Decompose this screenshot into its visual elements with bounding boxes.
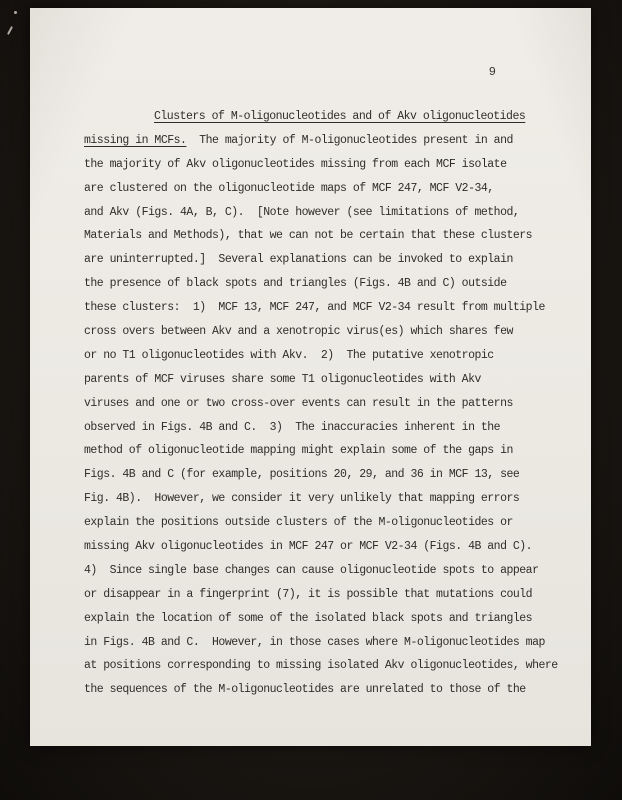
text-line: at positions corresponding to missing isolated Akv oligonucleotides, where: [84, 659, 558, 673]
text-line: viruses and one or two cross-over events can result in the patterns: [84, 396, 513, 410]
text-line: are clustered on the oligonucleotide maps of MCF 247, MCF V2-34,: [84, 181, 494, 195]
text-block: [84, 105, 558, 702]
paragraph-start-text: The majority of M-oligonucleotides present in and: [186, 133, 513, 147]
document-page: [30, 8, 591, 746]
heading-underlined-continuation: missing in MCFs.: [84, 133, 187, 147]
scan-artifact-slash: [7, 26, 13, 35]
text-line: missing Akv oligonucleotides in MCF 247 or MCF V2-34 (Figs. 4B and C).: [84, 540, 533, 554]
text-line: the presence of black spots and triangles (Figs. 4B and C) outside: [84, 277, 507, 291]
text-line: cross overs between Akv and a xenotropic virus(es) which shares few: [84, 325, 513, 339]
text-line: these clusters: 1) MCF 13, MCF 247, and MCF V2-34 result from multiple: [84, 301, 545, 315]
text-line: or no T1 oligonucleotides with Akv. 2) The putative xenotropic: [84, 348, 494, 362]
text-line: observed in Figs. 4B and C. 3) The inaccuracies inherent in the: [84, 420, 501, 434]
text-line: explain the location of some of the isolated black spots and triangles: [84, 611, 533, 625]
heading-underlined-text: Clusters of M-oligonucleotides and of Akv oligonucleotides: [154, 110, 526, 123]
text-line: 4) Since single base changes can cause oligonucleotide spots to appear: [84, 563, 539, 577]
text-line: explain the positions outside clusters of the M-oligonucleotides or: [84, 516, 513, 530]
scan-artifact-dot: [14, 11, 17, 14]
text-line: the majority of Akv oligonucleotides missing from each MCF isolate: [84, 157, 507, 171]
text-line: in Figs. 4B and C. However, in those cases where M-oligonucleotides map: [84, 635, 545, 649]
text-line: method of oligonucleotide mapping might explain some of the gaps in: [84, 444, 513, 458]
text-line: the sequences of the M-oligonucleotides are unrelated to those of the: [84, 683, 526, 697]
text-line: parents of MCF viruses share some T1 oligonucleotides with Akv: [84, 372, 481, 386]
page-number: 9: [488, 65, 496, 79]
heading-line-1: [84, 105, 547, 129]
heading-line-2: [84, 129, 547, 153]
text-line: or disappear in a fingerprint (7), it is possible that mutations could: [84, 587, 533, 601]
text-line: and Akv (Figs. 4A, B, C). [Note however (see limitations of method,: [84, 205, 520, 219]
text-line: Figs. 4B and C (for example, positions 20, 29, and 36 in MCF 13, see: [84, 468, 520, 482]
text-line: Materials and Methods), that we can not be certain that these clusters: [84, 229, 533, 243]
body-lines: [84, 153, 558, 702]
text-line: Fig. 4B). However, we consider it very unlikely that mapping errors: [84, 492, 520, 506]
text-line: are uninterrupted.] Several explanations can be invoked to explain: [84, 253, 513, 267]
